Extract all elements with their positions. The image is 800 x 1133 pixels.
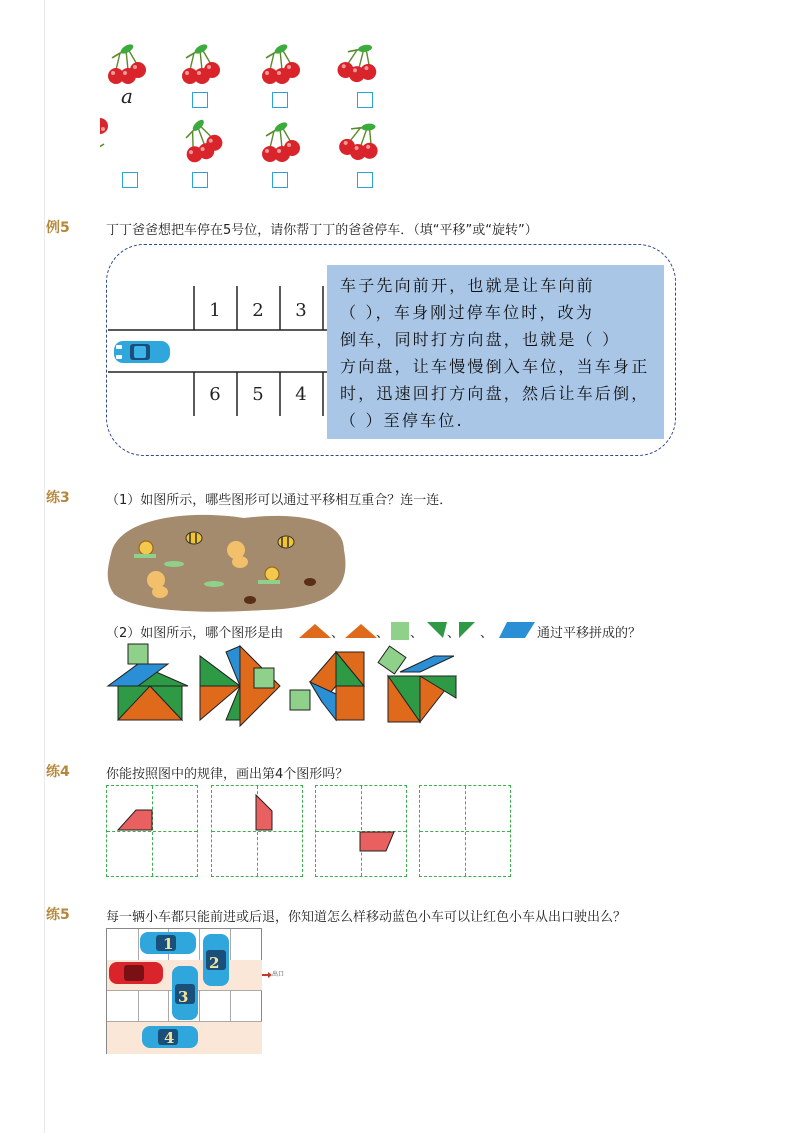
caterpillar-icon	[164, 561, 184, 567]
caterpillar-icon	[204, 581, 224, 587]
practice-3-label: 练3	[46, 490, 70, 506]
parking-space-1: 1	[209, 300, 221, 321]
blue-car-2	[203, 934, 229, 986]
tangram-option-3	[290, 652, 364, 720]
panel-line-4: 方向盘，让车慢慢倒入车位，当车身正	[340, 357, 650, 376]
pattern-shapes	[106, 785, 406, 877]
blue-car-3	[172, 966, 198, 1020]
tangram-options	[104, 642, 464, 728]
separator: 、	[331, 626, 345, 641]
cherry-icon-1	[108, 42, 146, 84]
panel-line-5: 时，迅速回打方向盘，然后让车后倒，	[340, 384, 650, 403]
tangram-option-4	[378, 646, 456, 722]
red-car-icon	[109, 962, 163, 984]
answer-letter: a	[121, 84, 133, 108]
separator: 、	[480, 626, 494, 641]
cherry-icon-5	[100, 118, 108, 160]
separator: 、	[376, 626, 390, 641]
parking-space-2: 2	[252, 300, 264, 321]
car-number-2: 2	[209, 954, 220, 972]
parking-space-3: 3	[295, 300, 307, 321]
cherry-icon-2	[182, 42, 220, 84]
car-number-3: 3	[178, 988, 189, 1006]
separator: 、	[447, 626, 461, 641]
tangram-option-1	[108, 644, 188, 720]
bee-icon	[186, 532, 202, 544]
answer-box[interactable]	[192, 92, 208, 108]
bee-icon	[278, 536, 294, 548]
panel-line-1: 车子先向前开，也就是让车向前	[340, 276, 595, 295]
tangram-option-2	[200, 646, 280, 726]
car-number-4: 4	[164, 1029, 175, 1047]
practice-4-question: 你能按照图中的规律，画出第4个图形吗？	[106, 767, 349, 782]
cherry-icon-4	[335, 36, 385, 88]
practice-5-label: 练5	[46, 907, 70, 923]
parking-space-5: 5	[252, 384, 264, 405]
cherry-icon-6	[178, 114, 225, 164]
cherry-icon-3	[262, 42, 300, 84]
cherry-figures	[100, 36, 390, 196]
pattern-grid-4-answer[interactable]	[419, 785, 511, 877]
animal-field-picture	[104, 510, 354, 616]
margin-line	[44, 0, 45, 1133]
cherry-icon-8	[337, 113, 389, 167]
practice-5-question: 每一辆小车都只能前进或后退，你知道怎么样移动蓝色小车可以让红色小车从出口驶出么？	[106, 910, 627, 925]
answer-box[interactable]	[122, 172, 138, 188]
practice-3-question-2-suffix: 通过平移拼成的？	[537, 626, 642, 641]
panel-line-2: （ ），车身刚过停车位时，改为	[340, 303, 595, 322]
panel-line-3: 倒车，同时打方向盘，也就是（ ）	[340, 330, 621, 349]
separator: 、	[410, 626, 424, 641]
parking-space-6: 6	[209, 384, 221, 405]
answer-box[interactable]	[272, 92, 288, 108]
parking-space-4: 4	[295, 384, 307, 405]
answer-box[interactable]	[192, 172, 208, 188]
panel-line-6: （ ）至停车位.	[340, 411, 464, 430]
example-question: 丁丁爸爸想把车停在5号位，请你帮丁丁的爸爸停车．（填“平移”或“旋转”）	[106, 223, 538, 238]
answer-box[interactable]	[357, 172, 373, 188]
car-number-1: 1	[163, 935, 174, 953]
car-puzzle-vehicles	[106, 928, 264, 1054]
answer-box[interactable]	[357, 92, 373, 108]
exit-label: 出口	[272, 971, 285, 978]
answer-box[interactable]	[272, 172, 288, 188]
blue-car-4	[142, 1026, 198, 1048]
blue-car-icon	[112, 339, 172, 365]
example-label: 例5	[46, 220, 70, 236]
cherry-icon-7	[262, 120, 300, 162]
exit-arrow-icon	[262, 972, 272, 978]
practice-3-question-2-prefix: （2）如图所示，哪个图形是由	[106, 626, 284, 641]
practice-4-label: 练4	[46, 764, 70, 780]
blue-car-1	[140, 932, 196, 954]
practice-3-question-1: （1）如图所示，哪些图形可以通过平移相互重合？连一连．	[106, 493, 453, 508]
